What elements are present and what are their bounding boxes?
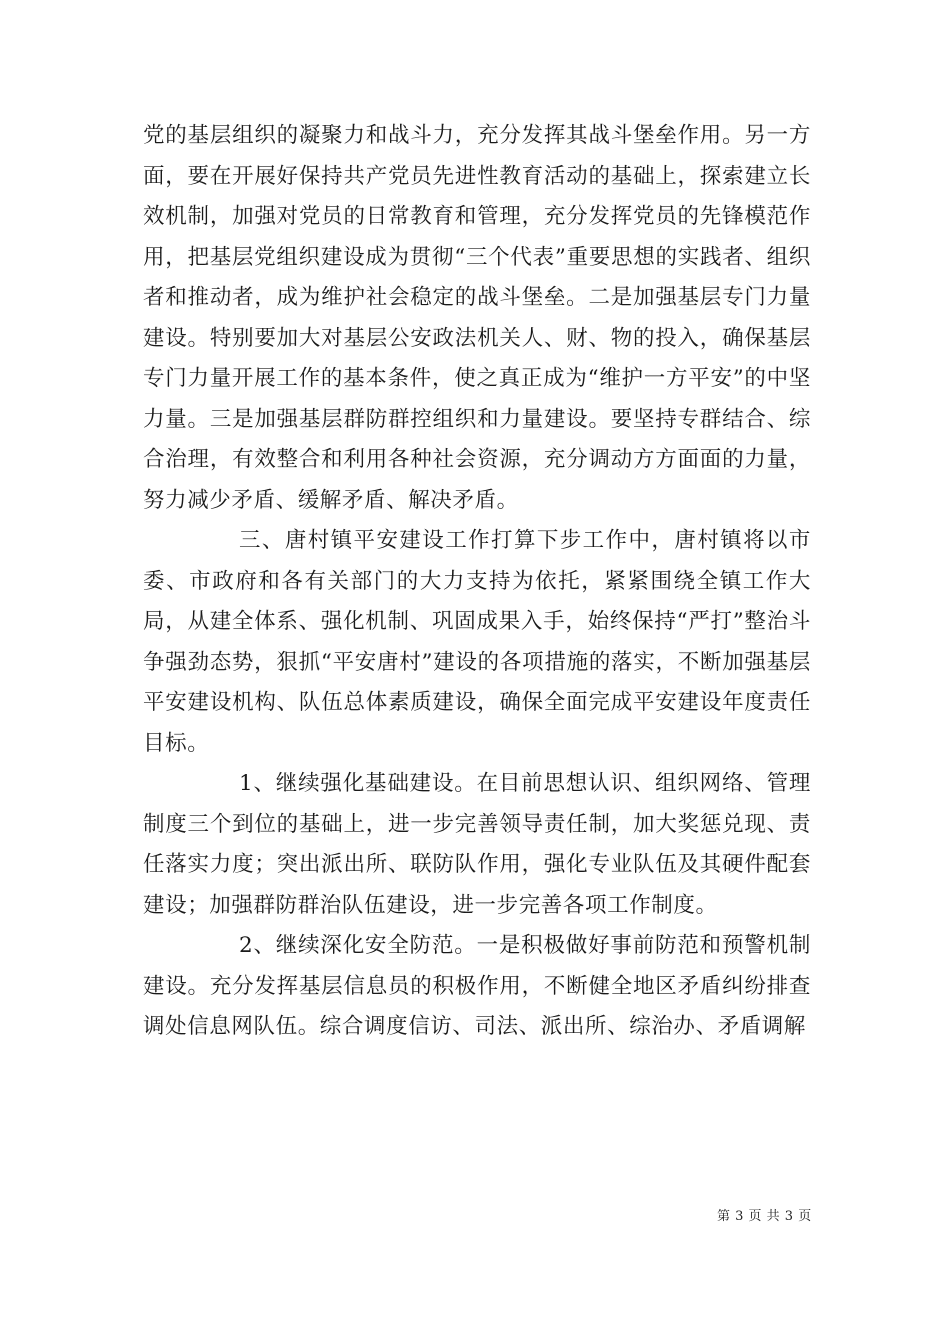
paragraph-item-two: 2、继续深化安全防范。一是积极做好事前防范和预警机制建设。充分发挥基层信息员的积极作用，不断健全地区矛盾纠纷排查调处信息网队伍。综合调度信访、司法、派出所、综治办、矛盾调解 [143, 933, 811, 1039]
paragraph-item-one: 1、继续强化基础建设。在目前思想认识、组织网络、管理制度三个到位的基础上，进一步完善领导责任制，加大奖惩兑现、责任落实力度；突出派出所、联防队作用，强化专业队伍及其硬件配套建设；加强群防群治队伍建设，进一步完善各项工作制度。 [143, 771, 811, 918]
page-number-footer: 第 3 页 共 3 页 [717, 1209, 812, 1224]
document-body [143, 116, 811, 1048]
paragraph-section-three: 三、唐村镇平安建设工作打算下步工作中，唐村镇将以市委、市政府和各有关部门的大力支持为依托，紧紧围绕全镇工作大局，从建全体系、强化机制、巩固成果入手，始终保持“严打”整治斗争强劲态势，狠抓“平安唐村”建设的各项措施的落实，不断加强基层平安建设机构、队伍总体素质建设，确保全面完成平安建设年度责任目标。 [143, 528, 811, 756]
paragraph-continued: 党的基层组织的凝聚力和战斗力，充分发挥其战斗堡垒作用。另一方面，要在开展好保持共产党员先进性教育活动的基础上，探索建立长效机制，加强对党员的日常教育和管理，充分发挥党员的先锋模范作用，把基层党组织建设成为贯彻“三个代表”重要思想的实践者、组织者和推动者，成为维护社会稳定的战斗堡垒。二是加强基层专门力量建设。特别要加大对基层公安政法机关人、财、物的投入，确保基层专门力量开展工作的基本条件，使之真正成为“维护一方平安”的中坚力量。三是加强基层群防群控组织和力量建设。要坚持专群结合、综合治理，有效整合和利用各种社会资源，充分调动方方面面的力量，努力减少矛盾、缓解矛盾、解决矛盾。 [143, 123, 811, 513]
